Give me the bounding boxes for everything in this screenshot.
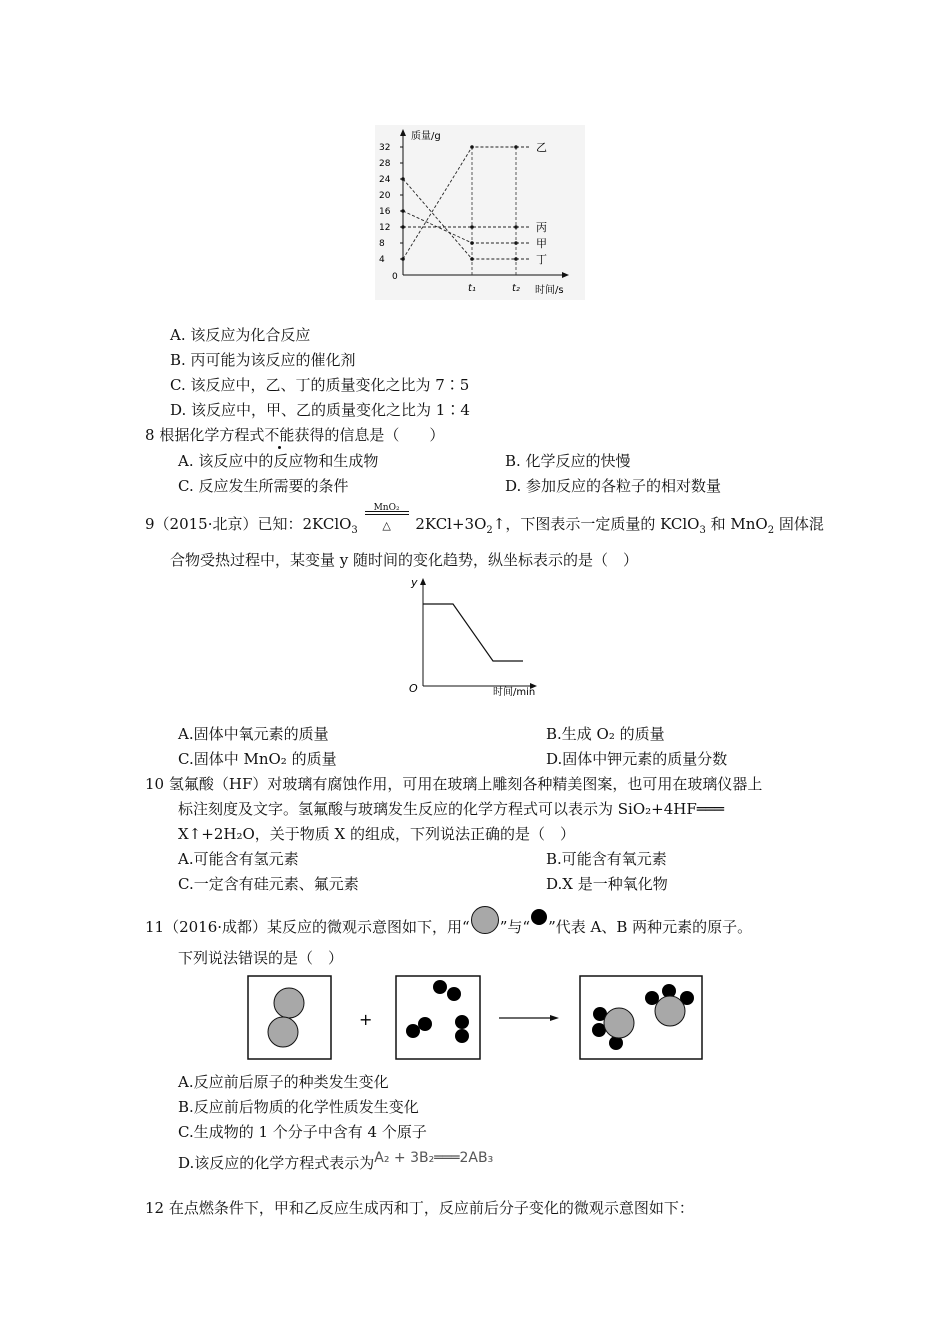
data-point <box>401 209 405 213</box>
y-time-chart <box>405 578 545 698</box>
y-axis-arrow <box>420 578 426 585</box>
q11-option-d-text: D.该反应的化学方程式表示为 <box>178 1154 375 1172</box>
q9-stem-line1: 9（2015·北京）已知：2KClO$_3$ MnO₂ △ $2KCl+3O_2↑$，下图表示一定质量的 KClO$_3$ 和 MnO$_2$ 固体混 <box>145 514 824 541</box>
atom-b <box>406 1024 420 1038</box>
y-tick-label: 4 <box>379 255 385 265</box>
atom-b <box>447 987 461 1001</box>
q11-number: 11 <box>145 918 165 936</box>
series-label: 乙 <box>536 141 547 154</box>
big-grey-atom-icon <box>470 912 500 932</box>
q8-option-d: D. 参加反应的各粒子的相对数量 <box>505 477 722 495</box>
y-tick-label: 12 <box>379 223 391 233</box>
data-point <box>401 257 405 261</box>
data-point <box>401 225 405 229</box>
data-point <box>470 241 474 245</box>
q10-stem-line1 <box>145 774 762 794</box>
series-label: 丁 <box>536 253 547 266</box>
q10-number: 10 <box>145 775 165 793</box>
x-axis-label: 时间/min <box>493 687 536 698</box>
origin-label: O <box>409 682 418 695</box>
q12-stem <box>145 1198 694 1218</box>
q9-option-c: C.固体中 MnO₂ 的质量 <box>178 750 337 768</box>
q9-reaction-condition <box>363 503 411 536</box>
q11-text-b: ”与“ <box>499 918 531 936</box>
series-label: 甲 <box>536 237 547 250</box>
q9-text-d: 和 MnO <box>705 515 768 533</box>
q9-catalyst: MnO₂ <box>373 503 400 513</box>
atom-a <box>274 988 304 1018</box>
q9-equals-bar <box>365 511 409 515</box>
chart-background <box>375 125 585 300</box>
mass-time-chart <box>375 125 585 300</box>
q11-equation: A₂ + 3B₂═══2AB₃ <box>374 1150 494 1166</box>
atom-b <box>455 1029 469 1043</box>
data-point <box>470 257 474 261</box>
q9-stem-line2: 合物受热过程中，某变量 y 随时间的变化趋势，纵坐标表示的是（ ） <box>170 551 639 569</box>
y-tick-label: 32 <box>379 143 391 153</box>
atom-a <box>268 1017 298 1047</box>
q11-text-c: ”代表 A、B 两种元素的原子。 <box>548 918 753 936</box>
x-axis-label: 时间/s <box>535 285 564 296</box>
reaction-micro-diagram <box>247 975 717 1063</box>
series-label: 丙 <box>536 221 547 234</box>
q7-option-c: C. 该反应中，乙、丁的质量变化之比为 7∶5 <box>170 376 470 394</box>
y-tick-label: 28 <box>379 159 391 169</box>
q7-option-d: D. 该反应中，甲、乙的质量变化之比为 1∶4 <box>170 401 470 419</box>
q11-option-c: C.生成物的 1 个分子中含有 4 个原子 <box>178 1123 427 1141</box>
q9-heat: △ <box>382 519 391 532</box>
q9-number: 9 <box>145 515 155 533</box>
x-tick-label: t₂ <box>512 283 520 294</box>
y-tick-label: 24 <box>379 175 391 185</box>
q10-option-b: B.可能含有氧元素 <box>546 850 667 868</box>
y-tick-label: 8 <box>379 239 385 249</box>
data-point <box>401 177 405 181</box>
q9-option-b: B.生成 O₂ 的质量 <box>546 725 665 743</box>
origin-label: 0 <box>392 272 398 282</box>
q9-text-a: （2015·北京）已知：2KClO <box>154 515 352 533</box>
reaction-arrow-head <box>550 1015 559 1021</box>
atom-b <box>418 1017 432 1031</box>
x-tick-label: t₁ <box>468 283 476 294</box>
q8-emphasis: 不能 <box>264 426 295 444</box>
q9-option-a: A.固体中氧元素的质量 <box>178 725 329 743</box>
atom-b <box>433 980 447 994</box>
atom-a <box>655 996 685 1026</box>
q8-stem-before: 根据化学方程式 <box>159 426 265 444</box>
atom-a <box>604 1008 634 1038</box>
q10-text-1: 氢氟酸（HF）对玻璃有腐蚀作用，可用在玻璃上雕刻各种精美图案，也可用在玻璃仪器上 <box>168 775 763 793</box>
series-y-line <box>423 604 523 661</box>
q8-option-b: B. 化学反应的快慢 <box>505 452 631 470</box>
q11-stem-line2: 下列说法错误的是（ ） <box>178 949 344 967</box>
small-black-atom-icon <box>530 912 548 932</box>
q8-number: 8 <box>145 426 155 444</box>
y-tick-label: 20 <box>379 191 391 201</box>
q11-stem-line1 <box>145 912 752 937</box>
q10-option-a: A.可能含有氢元素 <box>178 850 299 868</box>
q11-option-d <box>178 1150 494 1174</box>
q8-stem <box>145 425 444 445</box>
data-point <box>470 145 474 149</box>
q11-option-b: B.反应前后物质的化学性质发生变化 <box>178 1098 419 1116</box>
y-axis-label: 质量/g <box>411 131 441 142</box>
q11-option-a: A.反应前后原子的种类发生变化 <box>178 1073 389 1091</box>
q9-text-c: ↑，下图表示一定质量的 KClO <box>492 515 700 533</box>
y-axis-label: y <box>411 576 418 589</box>
q10-option-c: C.一定含有硅元素、氟元素 <box>178 875 359 893</box>
y-tick-label: 16 <box>379 207 391 217</box>
q10-option-d: D.X 是一种氧化物 <box>546 875 668 893</box>
q9-text-b: 2KCl+3O <box>415 515 487 533</box>
q7-option-a: A. 该反应为化合反应 <box>170 326 311 344</box>
q12-text: 在点燃条件下，甲和乙反应生成丙和丁，反应前后分子变化的微观示意图如下： <box>168 1199 694 1217</box>
q10-stem-line2: 标注刻度及文字。氢氟酸与玻璃发生反应的化学方程式可以表示为 SiO₂+4HF═══ <box>178 800 724 818</box>
q8-stem-after: 获得的信息是（ ） <box>294 426 445 444</box>
q8-option-c: C. 反应发生所需要的条件 <box>178 477 349 495</box>
q8-option-a: A. 该反应中的反应物和生成物 <box>178 452 379 470</box>
q9-option-d: D.固体中钾元素的质量分数 <box>546 750 728 768</box>
q12-number: 12 <box>145 1199 165 1217</box>
plus-sign: + <box>359 1010 373 1029</box>
q11-text-a: （2016·成都）某反应的微观示意图如下，用“ <box>164 918 470 936</box>
data-point <box>470 225 474 229</box>
q10-stem-line3: X↑+2H₂O，关于物质 X 的组成，下列说法正确的是（ ） <box>178 825 575 843</box>
q9-text-e: 固体混 <box>774 515 824 533</box>
atom-b <box>455 1015 469 1029</box>
q7-option-b: B. 丙可能为该反应的催化剂 <box>170 351 356 369</box>
